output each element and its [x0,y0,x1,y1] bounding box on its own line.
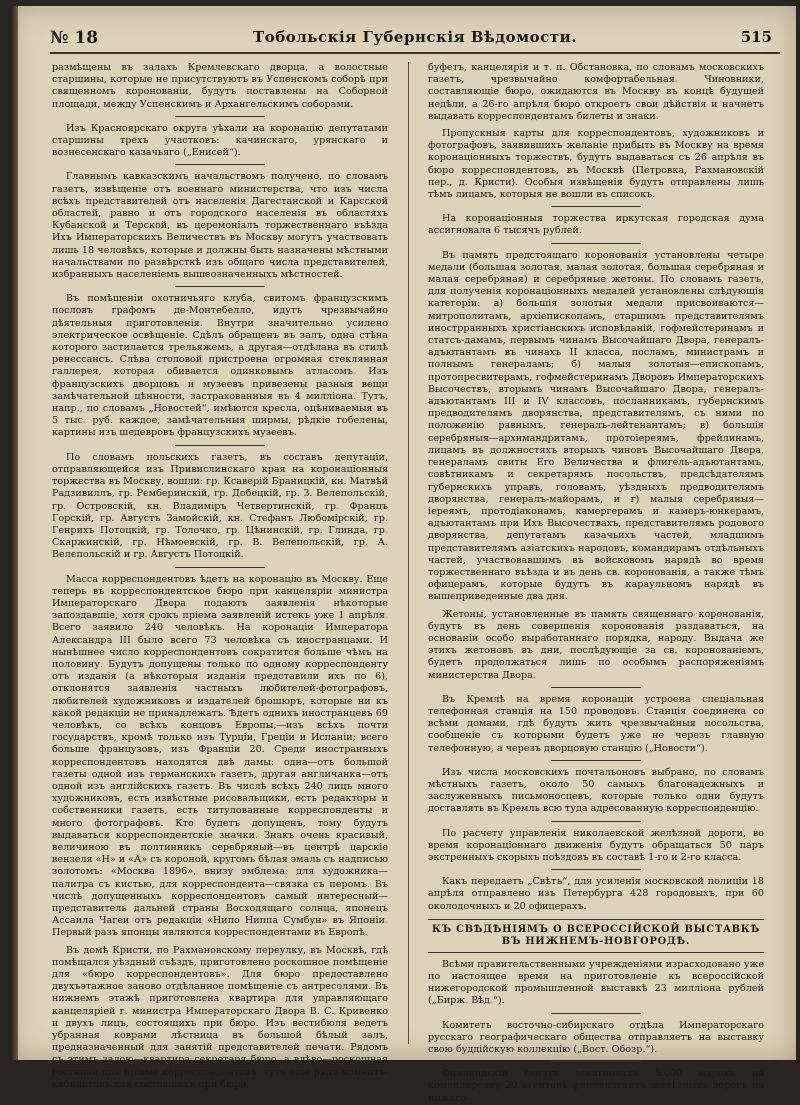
article-separator [551,206,641,207]
newspaper-page [10,6,796,1104]
right-column [428,62,764,1104]
article-paragraph: Въ помѣщеніи охотничьяго клуба, свитомъ французскимъ пословъ графомъ де-Монтебелло, идутъ чрезвычайно дѣятельныя приготовленія. Внутри значительно усилено электрическое освѣщеніе. Сдѣлъ обращенъ въ залъ, одна стѣна которого застилается трельяжемъ, а другая—отдѣлана въ стилѣ ренессансъ. Слѣва столовой пристроена огромная стеклянная галлерея, которая обивается одинковымъ атласомъ. Изъ французскихъ дворцовъ и музеевъ привезены разныя вещи замѣчательной цѣнности, застрахованныя въ 4 милліона. Тутъ, напр., по словамъ „Новостей“, имѣются кресла, оцѣниваемыя въ 5 тыс. руб. каждое, замѣчательныя ширмы, рѣдкіе гобелены, картины изъ шедевровъ французскихъ музеевъ. [52,293,388,439]
section-rule [428,919,764,920]
article-paragraph: Въ домѣ Кристи, по Рахмановскому переулку, въ Москвѣ, гдѣ помѣщался уѣздный съѣздъ, приготовлено роскошное помѣщеніе для «бюро корреспондентовъ». Для бюро предоставлено двухъэтажное заново отдѣланное помѣщеніе съ антресолями. Въ нижнемъ этажѣ приготовлена квартира для управляющаго канцеляріей г. министра Императорскаго Двора В. С. Кривенко и двухъ лицъ, состоящихъ при бюро. Изъ вестибюля ведетъ убранная коврами лѣстница въ большой бѣлый залъ, предназначенный для занятій представителей печати. Рядомъ съ этимъ залою—квартира секретаря бюро, а влѣво—роскошная гостиная для пріема корреспондентовъ; тутъ еще рядъ комнатъ-кабинетовъ для состоящихъ при бюро, [52,944,388,1090]
article-separator [175,445,265,446]
article-separator [551,1061,641,1062]
article-separator [175,567,265,568]
section-title-line: ВЪ НИЖНЕМЪ-НОВГОРОДѢ. [501,935,691,947]
article-paragraph: Главнымъ кавказскимъ начальствомъ получено, по словамъ газетъ, извѣщеніе отъ военнаго министерства, что изъ числа всѣхъ представителей отъ населенія Дагестанской и Карсской областей, равно и отъ городского населенія въ областяхъ Кубанской и Терской, въ церемоніалъ торжественнаго въѣзда Ихъ Императорскихъ Величествъ въ Москву могутъ участвовать лишь 18 человѣкъ, которые и должны быть назначены мѣстными начальствами по развѣрсткѣ изъ общаго числа представителей, избранныхъ населеніемъ вышеозначенныхъ мѣстностей. [52,171,388,281]
article-paragraph: Изъ числа московскихъ почтальоновъ выбрано, по словамъ мѣстныхъ газетъ, около 50 самыхъ благонадежныхъ и заслуженныхъ письмоносцевъ, которые только одни будутъ доставлять въ Кремль всю туда адресованную корреспонденцію. [428,766,764,815]
binding-gutter [10,6,18,1060]
article-paragraph: размѣщены въ залахъ Кремлевскаго дворца, а волостные старшины, которые не присутствуютъ въ Успенскомъ соборѣ при священномъ коронованіи, будутъ поставлены на Соборной площади, между Успенскимъ и Архангельскимъ соборами. [52,62,388,110]
article-separator [175,286,265,287]
article-paragraph: Пропускныя карты для корреспондентовъ, художниковъ и фотографовъ, заявившихъ желаніе прибыть въ Москву на время коронаціонныхъ торжествъ, будутъ выдаваться съ 26 апрѣля въ бюро корреспондентовъ, въ Москвѣ (Петровка, Рахмановскій пер., д. Кристи). Особыя извѣщенія будутъ отправлены лишь тѣмъ лицамъ, которыя не вошли въ списокъ. [428,128,764,201]
article-paragraph: Какъ передаетъ „Свѣтъ“, для усиленія московской полиціи 18 апрѣля отправлено изъ Петербурга 428 городовыхъ, при 60 околодочныхъ и 20 офицерахъ. [428,876,764,912]
article-paragraph: Въ память предстоящаго коронованія установлены четыре медали (большая золотая, малая золотая, большая серебряная и малая серебряная) и серебряные жетоны. По словамъ газетъ, для полученія коронаціонныхъ медалей установлены слѣдующія категоріи: а) большія золотыя медали присвоиваются—митрополитамъ, архіепископамъ, старшимъ представителямъ инострранныхъ христіанскихъ исповѣданій, гофмейстеринамъ и статсъ-дамамъ, первымъ чинамъ Высочайшаго Двора, генералъ-адъютантамъ въ чинахъ II класса, посламъ, министрамъ и полнымъ генераламъ; б) малыя золотыя—епископамъ, протопресвитерамъ, гофмейстеринамъ Дворовъ Императорскихъ Высочествъ, вторымъ чинамъ Высочайшаго Двора, генералъ-адъютантамъ III и IV классовъ, посланникамъ, губернскимъ предводителямъ дворянства, представителямъ, съ ними по положенію равнымъ, генералъ-лейтенантамъ; в) большія серебряныя—архимандритамъ, протоіереямъ, фрейлинамъ, лицамъ въ должностяхъ вторыхъ чиновъ Высочайшаго Двора, генераламъ свиты Его Величества и флигель-адъютантамъ, совѣтникамъ и секретарямъ посольствъ, предсѣдателямъ губернскихъ управъ, головамъ, уѣздныхъ предводителямъ дворянства, генералъ-майорамъ, и г) малыя серебряныя—іереямъ, протодіаконамъ, камергерамъ и камеръ-юнкерамъ, адъютантамъ при Ихъ Высочествахъ, представителямъ родового дворянства, депутатамъ казачьихъ частей, младшимъ представителямъ азіатскихъ народовъ, командирамъ отдѣльныхъ частей, участвовавшимъ въ войсковомъ нарядѣ во время торжественнаго въѣзда и въ день св. коронованія, а также тѣмъ офицерамъ, которые будутъ въ караульномъ нарядѣ въ вышеприведенные два дня. [428,249,764,603]
article-separator [551,821,641,822]
article-paragraph: Всѣми правительственными учрежденіями израсходовано уже по настоящее время на приготовленіе къ всероссійской нижегородской промышленной выставкѣ 23 милліона рублей („Бирж. Вѣд.“). [428,958,764,1007]
page-header [50,28,780,54]
page-number: 515 [740,28,772,46]
article-separator [175,164,265,165]
article-separator [551,869,641,870]
article-paragraph: Изъ Красноярскаго округа уѣхали на коронацію депутатами старшины трехъ участковъ: качинскаго, урянскаго и вознесенскаго казачьяго („Енисей“). [52,122,388,159]
article-paragraph: Масса корреспондентовъ ѣдетъ на коронацію въ Москву. Еще теперь въ корреспондентское бюро при канцеляріи министра Императорскаго Двора подаютъ заявленія нѣкоторые запоздавшіе, хотя срокъ пріема заявленій истекъ уже 1 апрѣля. Всего заявило 240 человѣкъ. На коронаціи Императора Александра III было всего 73 человѣка съ иностранцами. И нынѣшнее число корреспондентовъ сократится больше чѣмъ на половину. Будутъ допущены только по одному корреспонденту отъ изданія (а нѣкоторыя изданія представили ихъ по 6), отклонятся заявленія частныхъ любителей-фотографовъ, любителей художниковъ и издателей брошюръ, которые ни къ какой редакціи не принадлежатъ. Ѣдетъ однихъ иностранцевъ 69 человѣкъ, со всѣхъ концовъ Европы,—изъ всѣхъ почти государствъ, кромѣ только изъ Турціи, Греціи и Испаніи; всего больше французовъ, изъ Франціи 20. Среди иностранныхъ корреспондентовъ находятся двѣ дамы: одна—отъ большой газеты одной изъ германскихъ газетъ, другая англичанка—отъ одной изъ англійскихъ газетъ. Въ числѣ всѣхъ 240 лицъ много художниковъ, есть извѣстные рисовальщики, есть редакторы и собственники газетъ, есть титулованные корреспонденты и много фотографовъ. Кто будетъ допущенъ, тому будутъ выдаваться корреспондентскіе значки. Знакъ очень красивый, величиною въ полтинникъ серебряный—въ центрѣ царскіе вензеля «Н» и «А» съ короной, кругомъ бѣлая эмаль съ надписью золотомъ: «Москва 1896», внизу эмблема: для художника—палитра съ кистью, для корреспондента—связка съ перомъ. Въ числѣ допущенныхъ корреспондентовъ самый интересный—представитель дальней страны Восходящаго солнца, японецъ Ассаила Чагеи отъ редакціи «Нипо Ниппа Сумбун» въ Японіи. Первый разъ японцы являются корреспондентами въ Европѣ. [52,573,388,939]
article-separator [551,1013,641,1014]
article-separator [551,687,641,688]
section-heading [428,919,764,953]
article-paragraph: Жетоны, установленные въ память священнаго коронованія, будутъ въ день совершенія коронованія раздаваться, на основаніи особо выработаннаго порядка, народу. Выдача же этихъ жетоновъ въ дни, послѣдующіе за св. коронованіемъ, будетъ продолжаться лишь по особымъ распоряженіямъ министерства Двора. [428,608,764,681]
section-rule [428,952,764,953]
article-paragraph: Комитетъ восточно-сибирскаго отдѣла Императорскаго русскаго географическаго общества отправляетъ на выставку свою буддійскую коллекцію („Вост. Обозр.“). [428,1019,764,1056]
left-column [52,62,388,1090]
article-paragraph: На коронаціонныя торжества иркутская городская дума ассигновала 6 тысячъ рублей. [428,213,764,237]
article-paragraph: Въ Кремлѣ на время коронаціи устроена спеціальная телефонная станція на 150 проводовъ. Станція соединена со всѣми домами, гдѣ будутъ жить чрезвычайныя посольства, сообщеніе съ которыми будетъ уже не черезъ главную телефонную, а черезъ дворцовую станцію („Новости“). [428,693,764,754]
column-divider [408,62,409,1044]
article-paragraph: буфетъ, канцелярія и т. п. Обстановка, по словамъ московскихъ газетъ, чрезвычайно комфортабельная. Чиновники, составляющіе бюро, ожидаются въ Москву въ концѣ будущей недѣли, а 26-го апрѣля бюро откроетъ свои дѣйствія и начнетъ выдавать корреспондентамъ билеты и знаки. [428,62,764,122]
issue-number: № 18 [50,28,99,48]
article-separator [551,243,641,244]
article-paragraph: По расчету управленія николаевской желѣзной дороги, во время коронаціоннаго движенія будутъ обращаться 50 паръ экстренныхъ скорыхъ поѣздовъ въ составѣ 1-го и 2-го класса. [428,827,764,863]
section-title-line: КЪ СВѢДѢНІЯМЪ О ВСЕРОССІЙСКОЙ ВЫСТАВКѢ [432,923,760,935]
article-paragraph: Финляндскій сенатъ ассигновалъ 5.000 марокъ на командировку 20 агентовъ финляндскихъ желѣзныхъ дорогъ на нижего- [428,1068,764,1104]
newspaper-title: Тобольскія Губернскія Вѣдомости. [253,28,577,46]
article-separator [551,760,641,761]
article-paragraph: По словамъ польскихъ газетъ, въ составъ депутаціи, отправляющейся изъ Привислинскаго края на коронаціонныя торжества въ Москву, вошли: гр. Ксаверій Браницкій, кн. Матвѣй Радзивиллъ, гр. Ремберинскій, гр. Добецкій, гр. З. Велепольскій, гр. Островскій, кн. Владиміръ Четвертинскій, гр. Францъ Горскій, гр. Августъ Замойскій, кн. Стефанъ Любомірскій, гр. Генрихъ Потоцкій, гр. Толочко, гр. Цѣнинскій, гр. Глинда, гр. Скаржинскій, гр. Нѣмоевскій, гр. В. Велепольскій, гр. А. Велепольскій и гр. Августъ Потоцкій. [52,451,388,561]
article-separator [175,116,265,117]
